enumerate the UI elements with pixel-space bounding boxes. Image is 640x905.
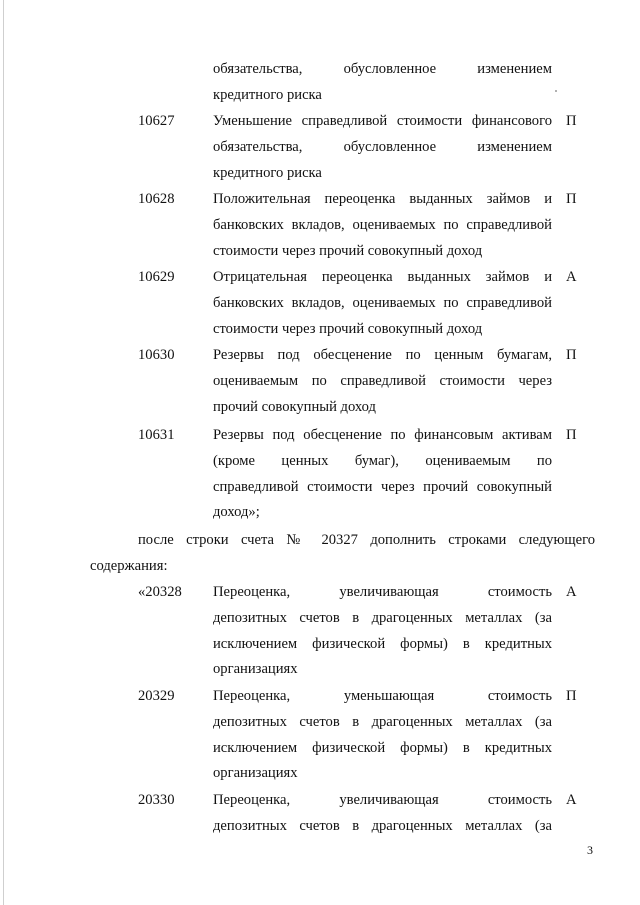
desc-line: справедливой стоимости через прочий совокупный <box>213 478 552 495</box>
account-flag: П <box>566 427 577 443</box>
account-description <box>213 788 552 840</box>
account-code: 10631 <box>138 427 175 443</box>
desc-line: организациях <box>213 765 298 782</box>
account-description <box>213 343 552 420</box>
desc-line: обязательства, обусловленное изменением <box>213 138 552 155</box>
paragraph-line: после строки счета № 20327 дополнить строками следующего <box>138 532 595 548</box>
desc-line: доход»; <box>213 504 260 521</box>
account-flag: А <box>566 792 577 808</box>
account-flag: А <box>566 584 577 600</box>
desc-line: исключением физической формы) в кредитных <box>213 739 552 756</box>
desc-line: оцениваемым по справедливой стоимости через <box>213 372 552 389</box>
desc-line: Уменьшение справедливой стоимости финансового <box>213 113 552 129</box>
account-description <box>213 580 552 683</box>
desc-line: стоимости через прочий совокупный доход <box>213 320 483 337</box>
desc-line: стоимости через прочий совокупный доход <box>213 242 483 259</box>
desc-line: Резервы под обесценение по ценным бумагам, <box>213 347 552 363</box>
account-description <box>213 265 552 342</box>
account-code: 10627 <box>138 113 175 129</box>
account-description <box>213 423 552 526</box>
account-flag: П <box>566 347 577 363</box>
desc-line: банковских вкладов, оцениваемых по справедливой <box>213 294 552 311</box>
desc-line: Переоценка, увеличивающая стоимость <box>213 584 552 600</box>
account-description <box>213 684 552 787</box>
account-code: «20328 <box>138 584 182 600</box>
paragraph-line: содержания: <box>90 557 168 574</box>
desc-line: обязательства, обусловленное изменением <box>213 61 552 77</box>
account-description <box>213 187 552 264</box>
account-code: 10630 <box>138 347 175 363</box>
desc-line: прочий совокупный доход <box>213 398 376 415</box>
desc-line: (кроме ценных бумаг), оцениваемым по <box>213 452 552 469</box>
desc-line: Переоценка, уменьшающая стоимость <box>213 688 552 704</box>
account-flag: П <box>566 113 577 129</box>
desc-line: исключением физической формы) в кредитных <box>213 635 552 652</box>
page-number: 3 <box>587 843 593 857</box>
account-description <box>213 109 552 186</box>
page-edge-line <box>3 0 4 905</box>
desc-line: депозитных счетов в драгоценных металлах (за <box>213 713 552 730</box>
desc-line: Отрицательная переоценка выданных займов и <box>213 269 552 285</box>
desc-line: кредитного риска <box>213 164 322 181</box>
desc-line: кредитного риска <box>213 86 322 103</box>
desc-line: депозитных счетов в драгоценных металлах (за <box>213 817 552 834</box>
account-flag: П <box>566 688 577 704</box>
desc-line: банковских вкладов, оцениваемых по справедливой <box>213 216 552 233</box>
continuation-description <box>213 57 552 109</box>
desc-line: Положительная переоценка выданных займов и <box>213 191 552 207</box>
account-code: 20329 <box>138 688 175 704</box>
account-code: 20330 <box>138 792 175 808</box>
desc-line: депозитных счетов в драгоценных металлах (за <box>213 609 552 626</box>
desc-line: Переоценка, увеличивающая стоимость <box>213 792 552 808</box>
instruction-paragraph <box>90 528 595 580</box>
scan-speck <box>555 90 557 92</box>
account-code: 10629 <box>138 269 175 285</box>
account-code: 10628 <box>138 191 175 207</box>
account-flag: А <box>566 269 577 285</box>
account-flag: П <box>566 191 577 207</box>
desc-line: Резервы под обесценение по финансовым активам <box>213 427 552 443</box>
desc-line: организациях <box>213 661 298 678</box>
